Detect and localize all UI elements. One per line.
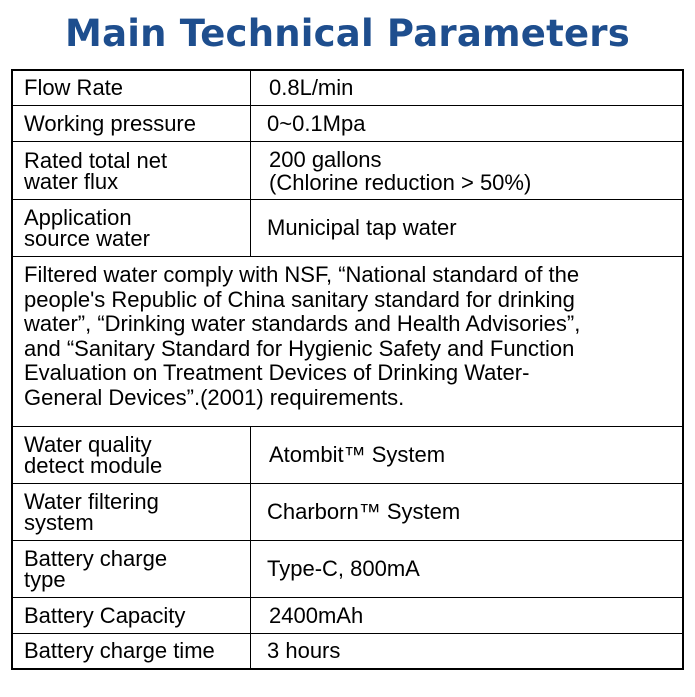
- table-row: [13, 484, 682, 541]
- param-label: [13, 142, 251, 199]
- param-label: [13, 541, 251, 597]
- param-label: [13, 106, 251, 141]
- param-label: [13, 200, 251, 256]
- param-label-text: Battery charge type: [24, 546, 168, 592]
- param-label-text: Battery charge time: [24, 638, 215, 663]
- param-value: [251, 106, 682, 141]
- table-row: [13, 71, 682, 106]
- param-label-text: Water filtering system: [24, 489, 159, 535]
- param-value-text: 3 hours: [267, 638, 341, 663]
- param-label: [13, 427, 251, 483]
- param-value: [251, 200, 682, 256]
- param-value-text: Atombit™ System: [269, 442, 446, 467]
- param-label-text: Application source water: [24, 205, 150, 251]
- param-label-text: Water quality detect module: [24, 432, 163, 478]
- table-row: [13, 427, 682, 484]
- param-value-text: 2400mAh: [269, 602, 364, 628]
- param-label-text: Battery Capacity: [24, 602, 186, 628]
- param-value: [251, 484, 682, 540]
- page-title: Main Technical Parameters: [65, 12, 630, 55]
- param-value-text: Type-C, 800mA: [267, 556, 420, 581]
- table-row: [13, 598, 682, 634]
- table-row: [13, 541, 682, 598]
- param-value-text: 200 gallons (Chlorine reduction > 50%): [269, 146, 532, 195]
- param-label: [13, 484, 251, 540]
- param-value: [251, 598, 682, 633]
- table-row: [13, 200, 682, 257]
- param-label-text: Rated total net water flux: [24, 147, 168, 194]
- param-value: [251, 142, 682, 199]
- param-value: [251, 541, 682, 597]
- table-row: [13, 142, 682, 200]
- param-label-text: Working pressure: [24, 110, 196, 136]
- param-value: [251, 71, 682, 105]
- param-value: [251, 634, 682, 668]
- parameters-table: [11, 69, 684, 670]
- param-label: [13, 598, 251, 633]
- param-value: [251, 427, 682, 483]
- param-label: [13, 634, 251, 668]
- table-row-note: [13, 257, 682, 427]
- param-value-text: Charborn™ System: [267, 499, 461, 524]
- param-label: [13, 71, 251, 105]
- param-value-text: 0~0.1Mpa: [267, 110, 366, 136]
- standards-note: Filtered water comply with NSF, “National standard of the people's Republic of China sanitary standard for drinking water”, “Drinking water standards and Health Advisories”, and “Sanitary Standard for Hygienic Safety and Function Evaluation on Treatment Devices of Drinking Water- General Devices”.(2001) requirements.: [24, 262, 581, 410]
- param-value-text: Municipal tap water: [267, 215, 457, 240]
- table-row: [13, 106, 682, 142]
- param-label-text: Flow Rate: [24, 75, 124, 100]
- param-value-text: 0.8L/min: [269, 75, 354, 100]
- table-row: [13, 634, 682, 668]
